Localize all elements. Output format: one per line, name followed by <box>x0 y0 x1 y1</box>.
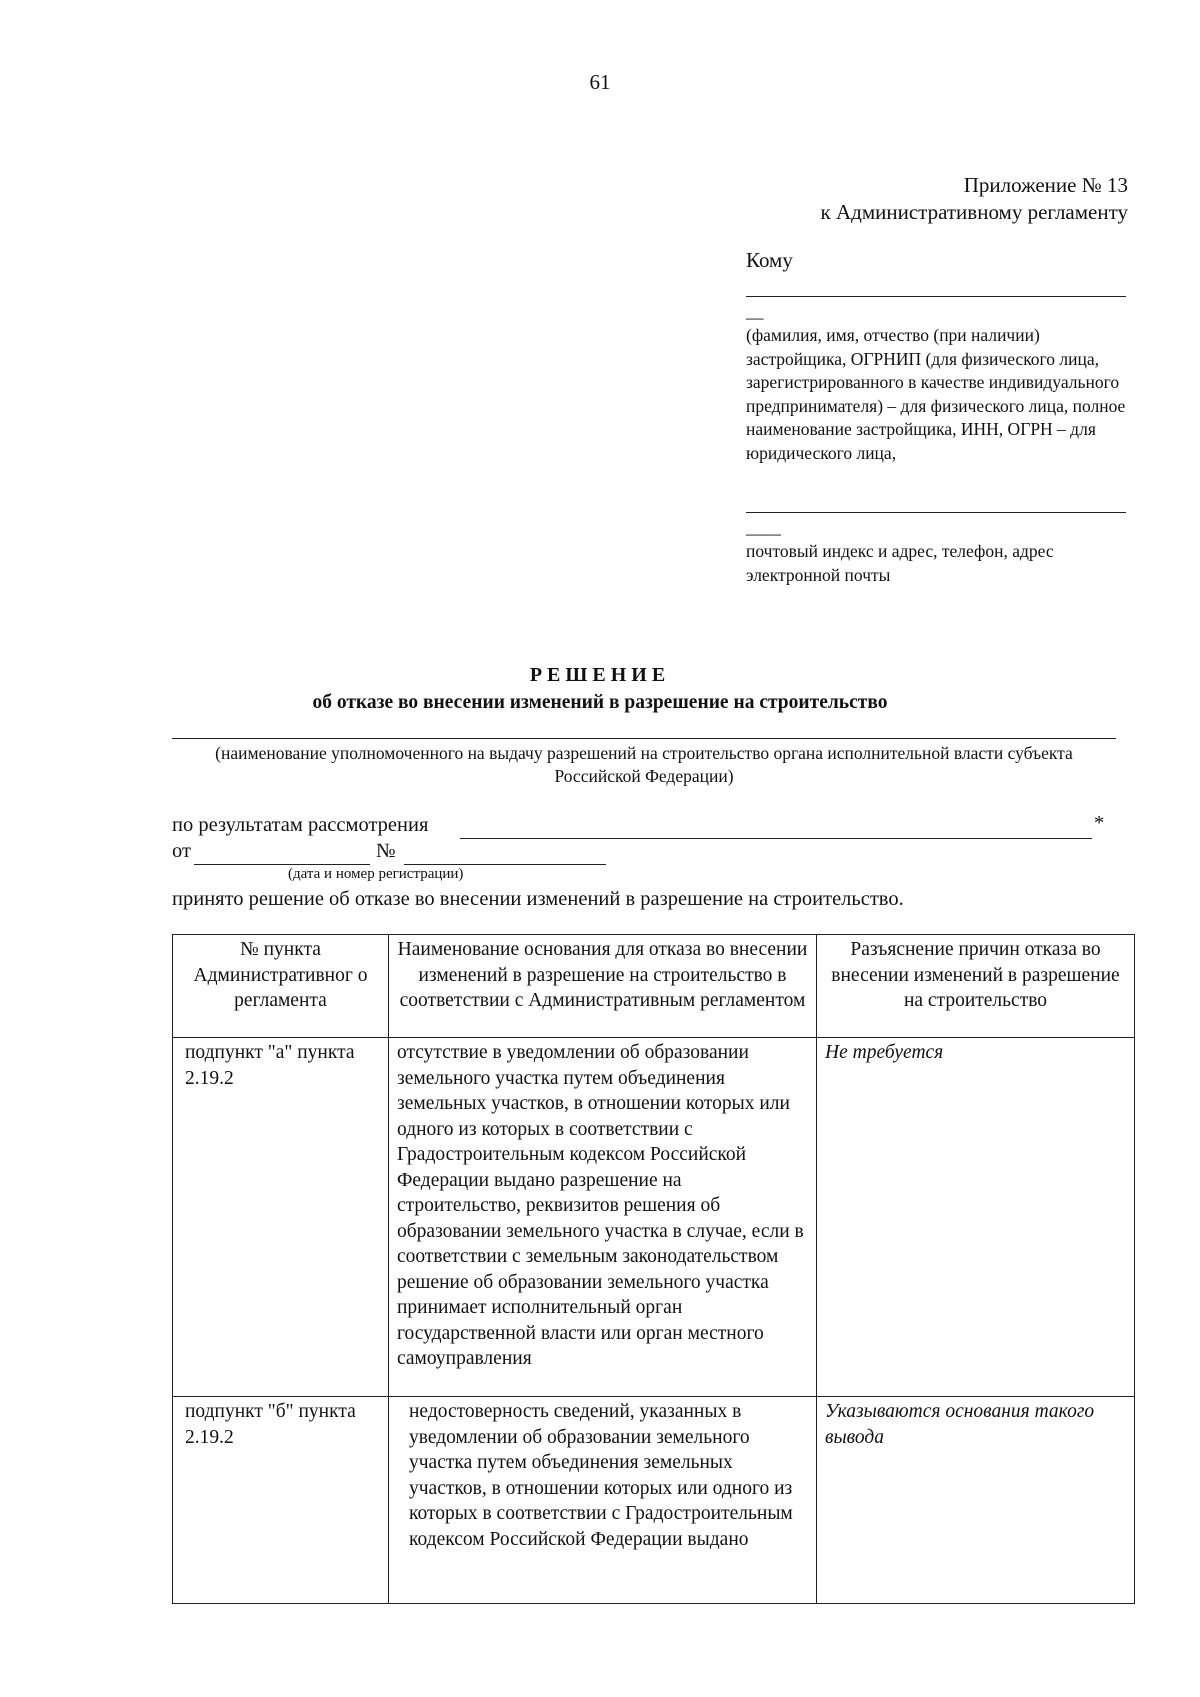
date-line <box>194 864 370 865</box>
row-ground: отсутствие в уведомлении об образовании земельного участка путем объединения земельных участков, в отношении которых или одного из которых в соответствии с Градостроительным кодексом Российской Федерации выдано разрешение на строительство, реквизитов решения об образовании земельного участка в случае, если в соответствии с земельным законодательством решение об образовании земельного участка принимает исполнительный орган государственной власти или орган местного самоуправления <box>389 1038 817 1397</box>
review-label: по результатам рассмотрения <box>172 814 429 836</box>
document-subtitle: об отказе во внесении изменений в разрешение на строительство <box>312 692 888 713</box>
authority-caption: (наименование уполномоченного на выдачу разрешений на строительство органа исполнительной власти субъекта Российской Федерации) <box>215 743 1073 786</box>
from-label: от <box>172 840 191 862</box>
table-header-row <box>173 935 1135 1038</box>
row-clause: подпункт "а" пункта 2.19.2 <box>173 1038 389 1397</box>
review-asterisk: * <box>1094 812 1105 834</box>
addressee-dash-1: __ <box>746 301 764 321</box>
authority-line <box>172 738 1116 739</box>
registration-caption: (дата и номер регистрации) <box>288 866 464 882</box>
addressee-address-line <box>746 512 1126 513</box>
header-clause: № пункта Административног о регламента <box>173 935 389 1038</box>
addressee-name-hint: (фамилия, имя, отчество (при наличии) застройщика, ОГРНИП (для физического лица, зарегистрированного в качестве индивидуального предпринимателя) – для физического лица, полное наименование застройщика, ИНН, ОГРН – для юридического лица, <box>746 325 1126 463</box>
row-explanation: Не требуется <box>817 1038 1135 1397</box>
reasons-table <box>172 934 1135 1604</box>
addressee-name-line <box>746 296 1126 297</box>
appendix-line-1: Приложение № 13 <box>963 173 1128 197</box>
header-explanation: Разъяснение причин отказа во внесении изменений в разрешение на строительство <box>817 935 1135 1038</box>
appendix-header <box>821 172 1128 226</box>
row-ground: недостоверность сведений, указанных в уведомлении об образовании земельного участка путем объединения земельных участков, в отношении которых или одного из которых в соответствии с Градостроительным кодексом Российской Федерации выдано <box>389 1397 817 1604</box>
page-number: 61 <box>589 70 611 94</box>
row-explanation: Указываются основания такого вывода <box>817 1397 1135 1604</box>
table-row <box>173 1038 1135 1397</box>
document-title: РЕШЕНИЕ <box>529 664 671 686</box>
addressee-dash-2: ____ <box>746 517 781 537</box>
addressee-address-hint: почтовый индекс и адрес, телефон, адрес электронной почты <box>746 541 1054 585</box>
number-label: № <box>376 840 396 862</box>
addressee-block <box>746 248 1126 585</box>
row-clause: подпункт "б" пункта 2.19.2 <box>173 1397 389 1604</box>
decision-text: принято решение об отказе во внесении изменений в разрешение на строительство. <box>172 888 904 910</box>
number-line <box>404 864 606 865</box>
header-ground: Наименование основания для отказа во внесении изменений в разрешение на строительство в соответствии с Административным регламентом <box>389 935 817 1038</box>
table-row <box>173 1397 1135 1604</box>
appendix-line-2: к Административному регламенту <box>820 200 1128 224</box>
review-subject-line <box>460 838 1092 839</box>
to-label: Кому <box>746 248 793 272</box>
